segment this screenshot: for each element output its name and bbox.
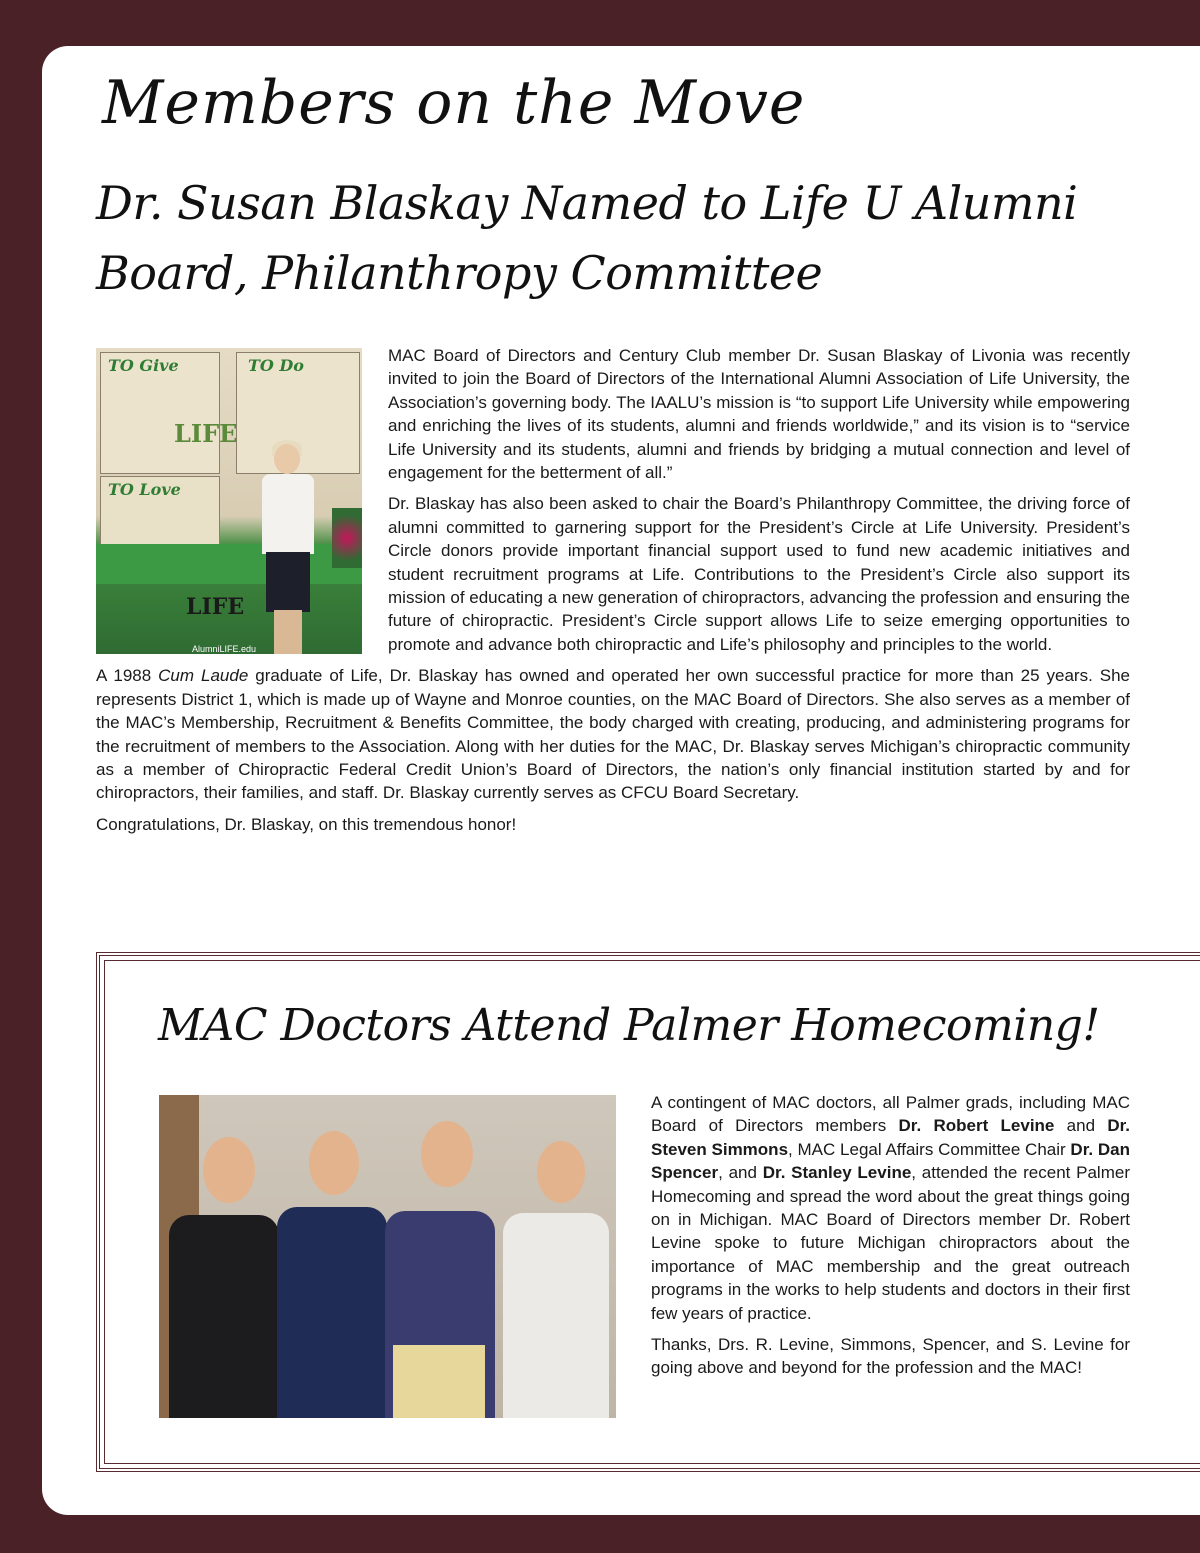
article2-headline: MAC Doctors Attend Palmer Homecoming! [158,1000,1100,1051]
a2-s3: , MAC Legal Affairs Committee Chair [788,1139,1071,1159]
flowers [332,508,362,568]
life-logo: LIFE [174,419,238,448]
article2-body [651,1091,1130,1388]
p3-rest: graduate of Life, Dr. Blaskay has owned and operated her own successful practice for more than 25 years. She represents District 1, which is made up of Wayne and Monroe counties, on the MAC Board of Directors. She also serves as a member of the MAC’s Membership, Recruitment & Benefits Committee, the body charged with creating, producing, and administering programs for the recruitment of members to the Association. Along with her duties for the MAC, Dr. Blaskay serves Michigan’s chiropractic community as a member of Chiropractic Federal Credit Union’s Board of Directors, the nation’s only financial institution started by and for chiropractors, their families, and staff. Dr. Blaskay currently serves as CFCU Board Secretary. [96,666,1131,803]
a2-b2: Dr. Steven Simmons [651,1116,1130,1159]
man-3-shorts [393,1345,485,1418]
person-legs [274,610,302,654]
a2-b3: Dr. Dan Spencer [651,1139,1130,1183]
p3-italic: Cum Laude [158,666,249,686]
banner-love-label: TO Love [108,480,181,499]
face-3 [421,1121,473,1187]
banner-left-label: TO Give [108,356,179,375]
palmer-group-photo [159,1095,616,1418]
a2-b4: Dr. Stanley Levine [762,1163,912,1183]
person-head [274,444,300,474]
page [42,46,1200,1515]
article2-paragraph-1 [651,1091,1130,1325]
article1-body [96,344,1130,844]
booth-url: AlumniLIFE.edu [192,644,257,654]
booth-table [96,544,362,584]
a2-s4: , and [718,1163,763,1183]
banner-right-label: TO Do [248,356,304,375]
blaskay-booth-photo [96,348,362,654]
face-4 [537,1141,585,1203]
face-1 [203,1137,255,1203]
article1-paragraph-4: Congratulations, Dr. Blaskay, on this tremendous honor! [96,814,517,834]
article1-headline: Dr. Susan Blaskay Named to Life U Alumni Board, Philanthropy Committee [96,176,1078,300]
a2-s1: A contingent of MAC doctors, all Palmer grads, including MAC Board of Directors members [651,1093,1130,1136]
article2-paragraph-2: Thanks, Drs. R. Levine, Simmons, Spencer, and S. Levine for going above and beyond for the profession and the MAC! [651,1335,1130,1378]
man-2 [277,1207,387,1418]
a2-b1: Dr. Robert Levine [898,1116,1055,1136]
person-skirt [266,552,310,612]
face-2 [309,1131,359,1195]
article1-paragraph-3 [96,664,1130,804]
man-4 [503,1213,609,1418]
p3-start: A 1988 [96,666,159,686]
a2-s5: , attended the recent Palmer Homecoming and spread the word about the great things going on in Michigan. MAC Board of Directors member Dr. Robert Levine spoke to future Michigan chiropractors about the importance of MAC membership and the great outreach programs in the works to help students and doctors in their first few years of practice. [651,1163,1130,1323]
section-masthead: Members on the Move [102,68,806,138]
person-jacket [262,474,314,554]
man-1 [169,1215,279,1418]
a2-s2: and [1054,1116,1108,1136]
article1-paragraph-2: Dr. Blaskay has also been asked to chair the Board’s Philanthropy Committee, the driving force of alumni committed to garnering support for the President’s Circle at Life University. President’s Circle donors provide important financial support used to fund new academic initiatives and student recruitment programs at Life. Contributions to the President’s Circle also support its mission of educating a new generation of chiropractors, advancing the profession and ensuring the future of chiropractic. President’s Circle support allows Life to seize emerging opportunities to promote and advance both chiropractic and Life’s philosophy and principles to the world. [388,494,1130,654]
article1-paragraph-1: MAC Board of Directors and Century Club member Dr. Susan Blaskay of Livonia was recently invited to join the Board of Directors of the International Alumni Association of Life University, the Association’s governing body. The IAALU’s mission is “to support Life University while empowering and enriching the lives of its students, alumni and friends worldwide,” and its vision is to “service Life University and its students, alumni and friends by bridging a mutual connection and level of engagement for the betterment of all.” [388,346,1130,483]
table-logo: LIFE [186,594,245,620]
